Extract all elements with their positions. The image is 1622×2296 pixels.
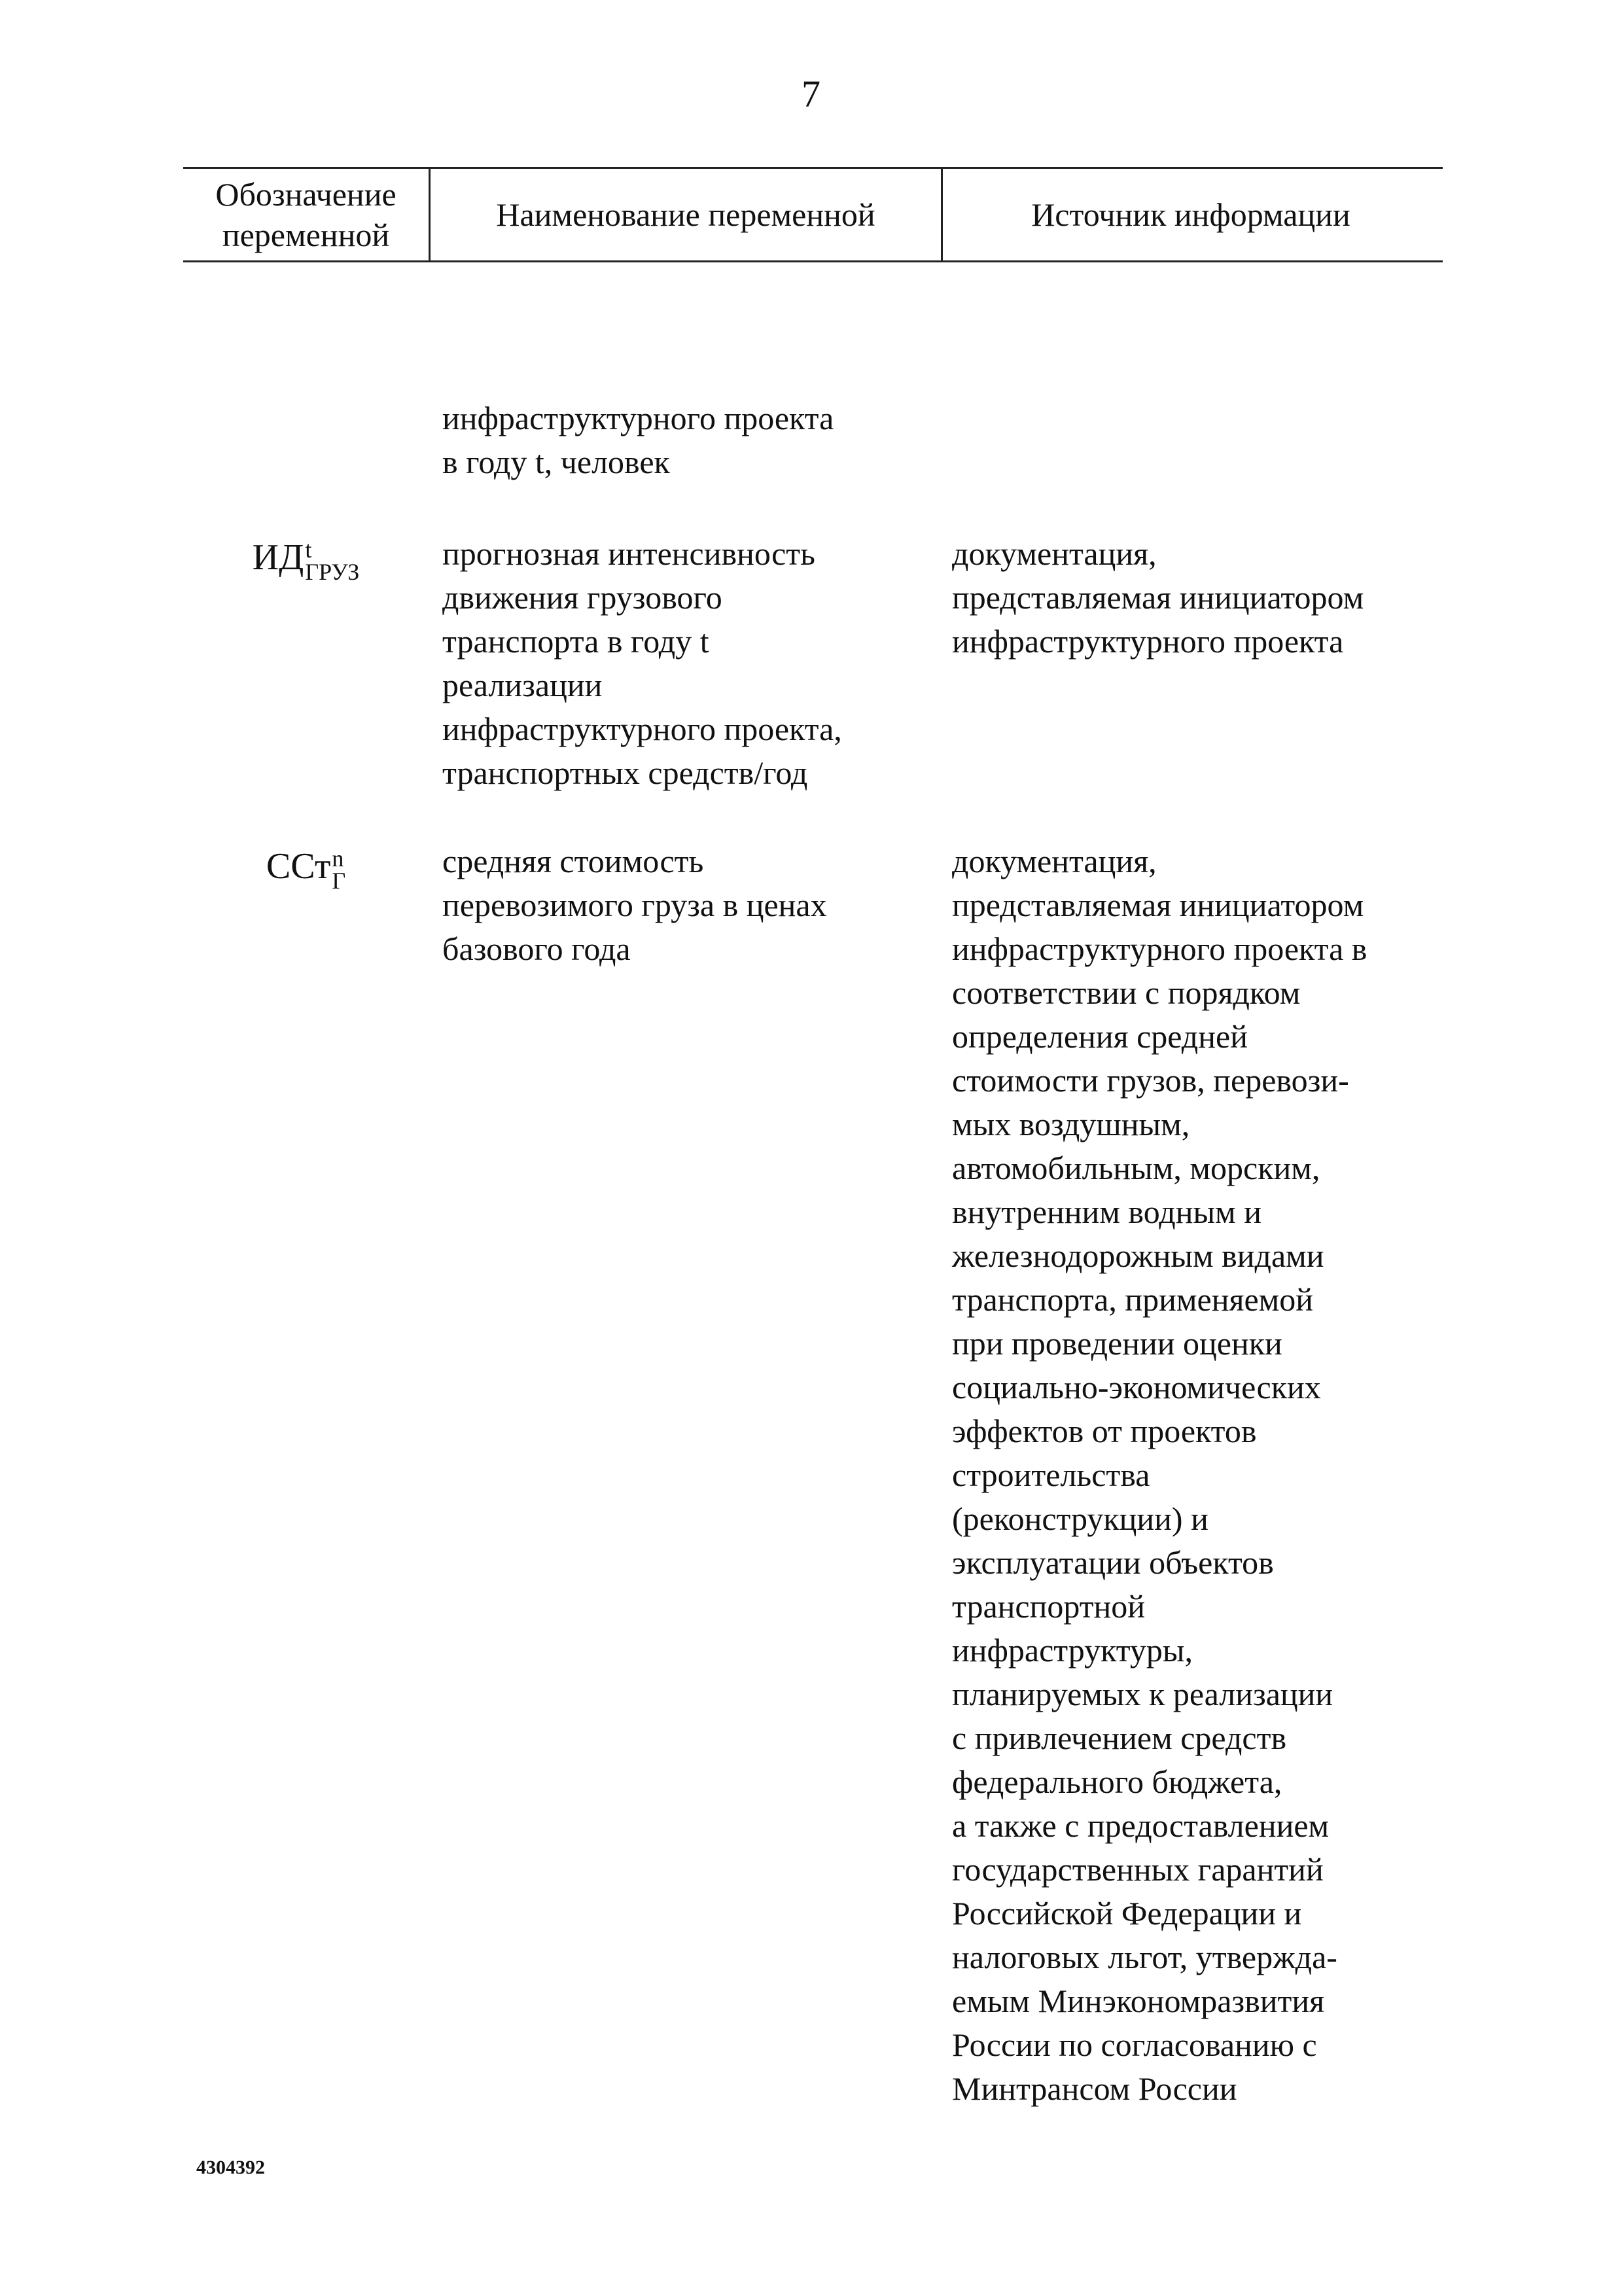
text-line: прогнозная интенсивность [442, 535, 815, 572]
text-line: Российской Федерации и [952, 1895, 1302, 1932]
text-line: стоимости грузов, перевози- [952, 1062, 1349, 1099]
text-line: представляемая инициатором [952, 579, 1364, 616]
text-line: России по согласованию с [952, 2026, 1317, 2063]
variables-table [183, 167, 1443, 2107]
text-line: строительства [952, 1457, 1150, 1493]
symbol-sub: Г [332, 868, 346, 894]
table-header [183, 167, 1443, 262]
text-line: эксплуатации объектов [952, 1544, 1274, 1581]
text-line: железнодорожным видами [952, 1237, 1324, 1274]
row-source [952, 532, 1449, 663]
text-line: планируемых к реализации [952, 1676, 1333, 1712]
text-line: мых воздушным, [952, 1106, 1190, 1142]
text-line: социально-экономических [952, 1369, 1321, 1405]
text-line: соответствии с порядком [952, 974, 1301, 1011]
row-name [442, 839, 933, 971]
row-source [952, 839, 1449, 2111]
header-symbol-line: Обозначение [215, 176, 397, 213]
symbol-sup: n [332, 845, 344, 872]
text-line: внутренним водным и [952, 1193, 1261, 1230]
text-line: государственных гарантий [952, 1851, 1324, 1888]
variable-symbol [183, 845, 429, 892]
header-name: Наименование переменной [429, 169, 943, 260]
text-line: Минтрансом России [952, 2070, 1237, 2107]
symbol-sub: ГРУЗ [305, 559, 360, 586]
text-line: инфраструктурного проекта [442, 400, 834, 436]
text-line: емым Минэкономразвития [952, 1983, 1325, 2019]
text-line: инфраструктурного проекта [952, 623, 1344, 660]
text-line: при проведении оценки [952, 1325, 1282, 1362]
row-name [442, 397, 933, 484]
text-line: а также с предоставлением [952, 1807, 1330, 1844]
text-line: инфраструктуры, [952, 1632, 1193, 1669]
text-line: базового года [442, 930, 631, 967]
text-line: налоговых льгот, утвержда- [952, 1939, 1337, 1975]
text-line: эффектов от проектов [952, 1413, 1257, 1449]
header-symbol [183, 169, 429, 260]
text-line: (реконструкции) и [952, 1500, 1208, 1537]
text-line: транспорта в году t [442, 623, 709, 660]
symbol-base: ИД [252, 537, 304, 578]
text-line: автомобильным, морским, [952, 1150, 1320, 1186]
text-line: транспорта, применяемой [952, 1281, 1314, 1318]
text-line: документация, [952, 535, 1157, 572]
symbol-sup: t [305, 537, 312, 563]
header-source: Источник информации [1031, 196, 1350, 233]
text-line: документация, [952, 843, 1157, 879]
text-line: в году t, человек [442, 444, 670, 480]
page-number: 7 [802, 73, 820, 115]
text-line: транспортных средств/год [442, 754, 808, 791]
symbol-base: ССт [266, 846, 331, 887]
variable-symbol [183, 536, 429, 586]
text-line: реализации [442, 667, 603, 703]
document-id: 4304392 [196, 2157, 265, 2178]
text-line: средняя стоимость [442, 843, 704, 879]
text-line: перевозимого груза в ценах [442, 887, 827, 923]
text-line: с привлечением средств [952, 1720, 1287, 1756]
header-symbol-line: переменной [222, 217, 390, 253]
row-name [442, 532, 933, 795]
text-line: определения средней [952, 1018, 1248, 1055]
text-line: транспортной [952, 1588, 1146, 1625]
text-line: инфраструктурного проекта, [442, 711, 842, 747]
text-line: инфраструктурного проекта в [952, 930, 1367, 967]
text-line: движения грузового [442, 579, 722, 616]
text-line: представляемая инициатором [952, 887, 1364, 923]
text-line: федерального бюджета, [952, 1763, 1282, 1800]
